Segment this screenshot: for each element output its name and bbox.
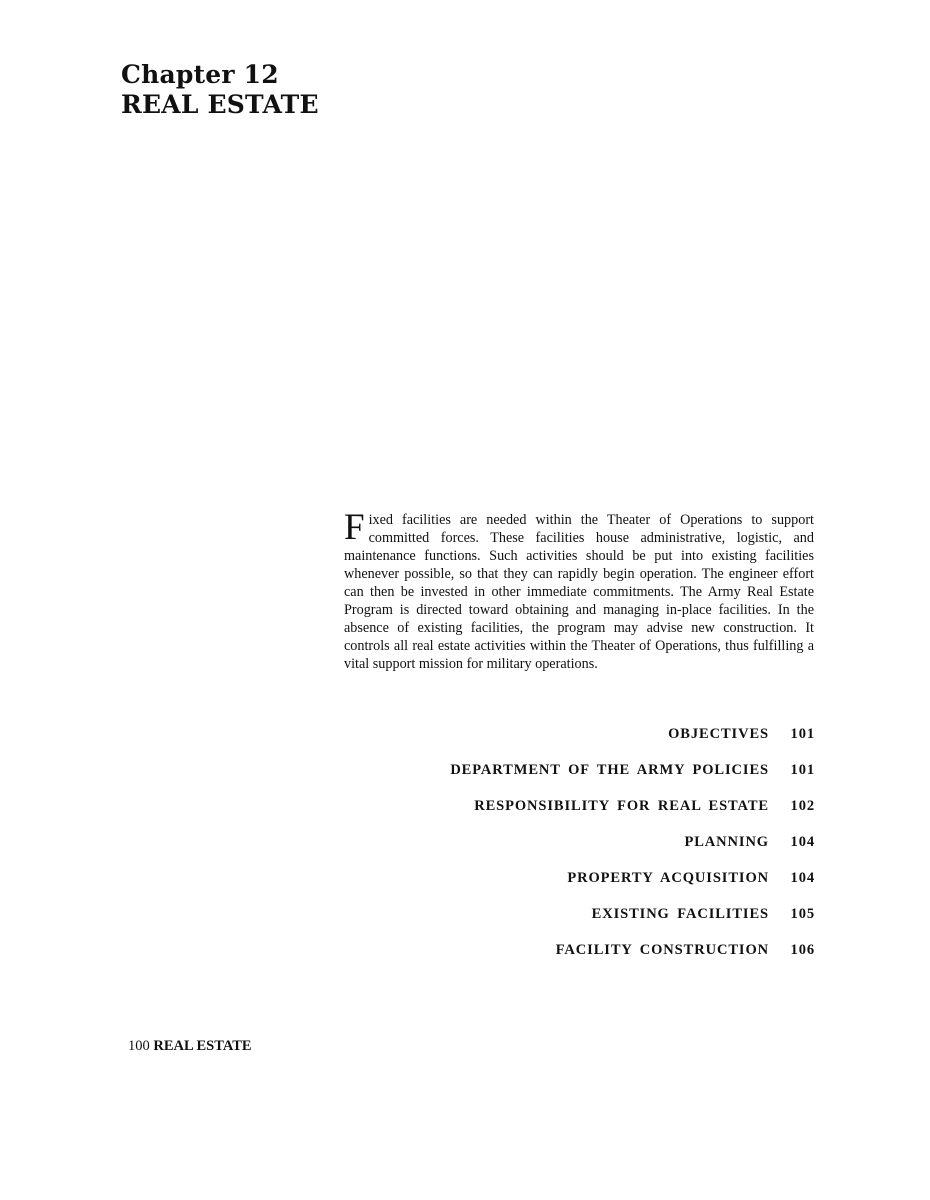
- toc-entry-title: DEPARTMENT OF THE ARMY POLICIES: [450, 762, 769, 778]
- toc-entry-title: PROPERTY ACQUISITION: [567, 870, 769, 886]
- toc-entry-property-acquisition: [450, 870, 815, 906]
- toc-entry-page: 102: [790, 798, 815, 814]
- footer-title: REAL ESTATE: [153, 1038, 252, 1054]
- toc-entry-title: PLANNING: [684, 834, 769, 850]
- page-footer: [128, 1038, 252, 1055]
- intro-text: ixed facilities are needed within the Theater of Operations to support committed forces. These facilities house administrative, logistic, and maintenance functions. Such activities should be put into existing facilities whenever possible, so that they can rapidly begin operation. The engineer effort can then be invested in other immediate commitments. The Army Real Estate Program is directed toward obtaining and managing in-place facilities. In the absence of existing facilities, the program may advise new construction. It controls all real estate activities within the Theater of Operations, thus fulfilling a vital support mission for military operations.: [344, 512, 814, 672]
- toc-entry-army-policies: [450, 762, 815, 798]
- toc-entry-facility-construction: [450, 942, 815, 978]
- toc-entry-page: 101: [790, 762, 815, 778]
- chapter-contents: [450, 726, 815, 978]
- toc-entry-objectives: [450, 726, 815, 762]
- toc-entry-page: 104: [790, 870, 815, 886]
- chapter-title: REAL ESTATE: [121, 90, 319, 119]
- intro-paragraph: [344, 507, 814, 673]
- toc-entry-title: RESPONSIBILITY FOR REAL ESTATE: [474, 798, 769, 814]
- toc-entry-page: 106: [790, 942, 815, 958]
- chapter-number: Chapter 12: [121, 60, 279, 89]
- toc-entry-existing-facilities: [450, 906, 815, 942]
- chapter-heading: [121, 60, 319, 120]
- toc-entry-responsibility: [450, 798, 815, 834]
- toc-entry-page: 105: [790, 906, 815, 922]
- toc-entry-title: EXISTING FACILITIES: [591, 906, 769, 922]
- toc-entry-title: FACILITY CONSTRUCTION: [555, 942, 769, 958]
- toc-entry-planning: [450, 834, 815, 870]
- footer-page-number: 100: [128, 1038, 150, 1054]
- toc-entry-page: 104: [790, 834, 815, 850]
- toc-entry-page: 101: [790, 726, 815, 742]
- drop-cap: F: [344, 507, 365, 548]
- toc-entry-title: OBJECTIVES: [668, 726, 769, 742]
